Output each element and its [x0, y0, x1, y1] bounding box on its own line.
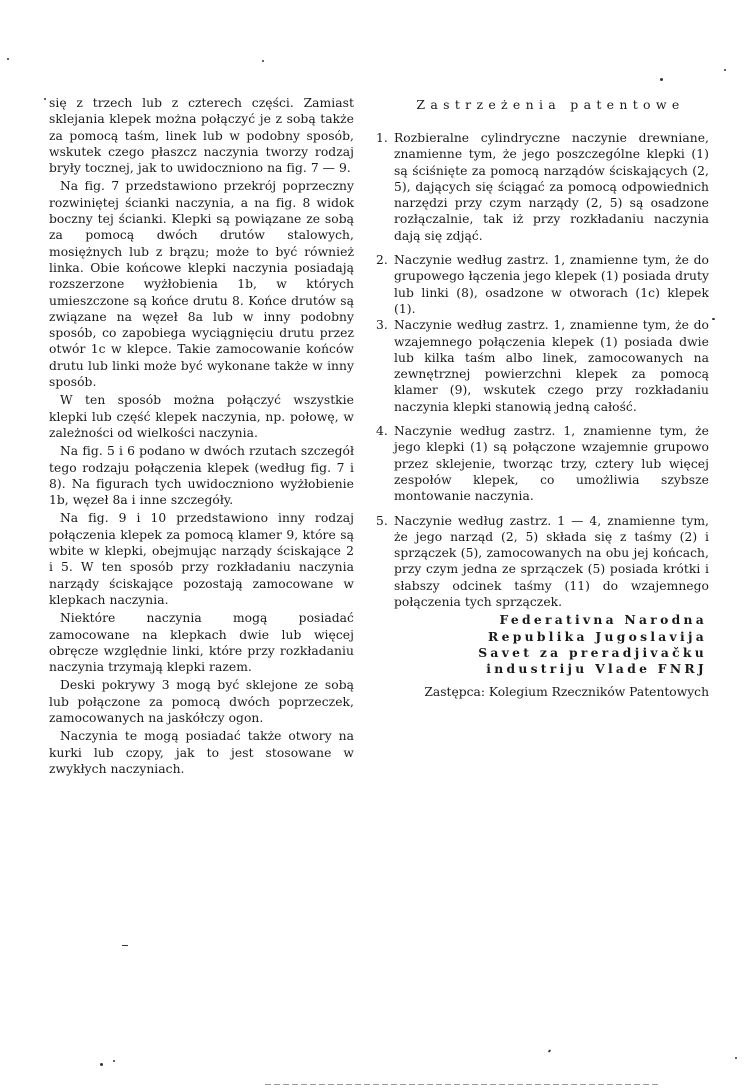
claim-2: [376, 252, 709, 317]
scan-speck: [100, 1063, 103, 1066]
claim-number: 5.: [376, 513, 388, 528]
description-paragraph-7: Deski pokrywy 3 mogą być sklejone ze sobą lub połączone za pomocą dwóch poprzeczek, zamocowanych na jaskółczy ogon.: [49, 678, 354, 725]
description-paragraph-1: się z trzech lub z czterech części. Zamiast sklejania klepek można połączyć je z sobą także za pomocą taśm, linek lub w podobny sposób, wskutek czego płaszcz naczynia tworzy rodzaj bryły tocznej, jak to uwidoczniono na fig. 7 — 9.: [49, 96, 354, 176]
claim-text: Naczynie według zastrz. 1, znamienne tym, że jego klepki (1) są połączone wzajemnie grupowo przez sklejenie, tworząc trzy, cztery lub więcej zespołów klepek, co umożliwia szybsze montowanie naczynia.: [394, 424, 709, 504]
claim-text: Rozbieralne cylindryczne naczynie drewniane, znamienne tym, że jego poszczególne klepki (1) są ściśnięte za pomocą narządów ściskających (2, 5), dających się ściągać za pomocą odpowiednich narzędzi przy czym narządy (2, 5) są osadzone rozłączalnie, tak iż przy rozkładaniu naczynia dają się zdjąć.: [394, 131, 709, 243]
claims-heading: Zastrzeżenia patentowe: [416, 97, 685, 112]
signature-line-4: industriju Vlade FNRJ: [486, 661, 707, 677]
claim-3: [376, 317, 709, 415]
scan-speck: [724, 69, 726, 71]
claim-text: Naczynie według zastrz. 1, znamienne tym, że do grupowego łączenia jego klepek (1) posiada druty lub linki (8), osadzone w otworach (1c) klepek (1).: [394, 253, 709, 316]
page-bottom-edge: [265, 1084, 660, 1085]
description-paragraph-2: Na fig. 7 przedstawiono przekrój poprzeczny rozwiniętej ścianki naczynia, a na fig. 8 widok boczny tej ścianki. Klepki są powiązane ze sobą za pomocą dwóch drutów stalowych, mosiężnych lub z brązu; może to być również linka. Obie końcowe klepki naczynia posiadają rozszerzone wyżłobienia 1b, w których umieszczone są końce drutu 8. Końce drutów są związane na węzeł 8a lub w inny podobny sposób, co zapobiega wyciągnięciu drutu przez otwór 1c w klepce. Takie zamocowanie końców drutu lub linki może być wykonane także w inny sposób.: [49, 179, 354, 390]
description-paragraph-6: Niektóre naczynia mogą posiadać zamocowane na klepkach dwie lub więcej obręcze względnie linki, które przy rozkładaniu naczynia trzymają klepki razem.: [49, 611, 354, 675]
claim-text: Naczynie według zastrz. 1 — 4, znamienne tym, że jego narząd (2, 5) składa się z taśmy (2) i sprzączek (5), zamocowanych na obu jej końcach, przy czym jedna ze sprzączek (5) posiada krótki i słabszy odcinek taśmy (11) do wzajemnego połączenia tych sprzączek.: [394, 513, 709, 610]
claim-1: [376, 130, 709, 244]
scan-speck: [548, 1049, 551, 1053]
signature-line-1: Federativna Narodna: [499, 612, 707, 628]
scan-speck: [113, 1060, 115, 1062]
scan-speck: [44, 98, 46, 100]
scan-speck: [262, 60, 264, 62]
description-paragraph-5: Na fig. 9 i 10 przedstawiono inny rodzaj połączenia klepek za pomocą klamer 9, które są wbite w klepki, obejmując narządy ściskające 2 i 5. W ten sposób przy rozkładaniu naczynia narządy ściskające pozostają zamocowane w klepkach naczynia.: [49, 511, 354, 607]
claim-number: 2.: [376, 253, 388, 268]
signature-line-3: Savet za preradjivačku: [478, 644, 707, 660]
claim-text: Naczynie według zastrz. 1, znamienne tym, że do wzajemnego połączenia klepek (1) posiada dwie lub kilka taśm albo linek, zamocowanych na zewnętrznej powierzchni klepek za pomocą klamer (9), wskutek czego przy rozkładaniu naczynia klepki stanowią jedną całość.: [394, 318, 709, 414]
description-paragraph-3: W ten sposób można połączyć wszystkie klepki lub część klepek naczynia, np. połowę, w zależności od wielkości naczynia.: [49, 393, 354, 440]
scan-speck: [735, 1057, 737, 1059]
scan-speck: [712, 318, 715, 320]
signature-line-2: Republika Jugoslavija: [488, 628, 707, 644]
claim-4: [376, 423, 709, 504]
claim-5: [376, 513, 709, 611]
claims-column: [376, 95, 709, 700]
claim-number: 4.: [376, 424, 388, 439]
scan-speck: [7, 58, 9, 60]
description-paragraph-8: Naczynia te mogą posiadać także otwory na kurki lub czopy, jak to jest stosowane w zwykłych naczyniach.: [49, 729, 354, 776]
patent-attorney-line: Zastępca: Kolegium Rzeczników Patentowych: [424, 684, 709, 699]
description-paragraph-4: Na fig. 5 i 6 podano w dwóch rzutach szczegół tego rodzaju połączenia klepek (według fig. 7 i 8). Na figurach tych uwidoczniono wyżłobienie 1b, węzeł 8a i inne szczegóły.: [49, 444, 354, 508]
claim-number: 3.: [376, 318, 388, 333]
applicant-signature: [376, 612, 709, 677]
scan-speck: [122, 945, 128, 946]
description-column: [49, 95, 354, 777]
claim-number: 1.: [376, 131, 388, 145]
scan-speck: [660, 78, 663, 81]
